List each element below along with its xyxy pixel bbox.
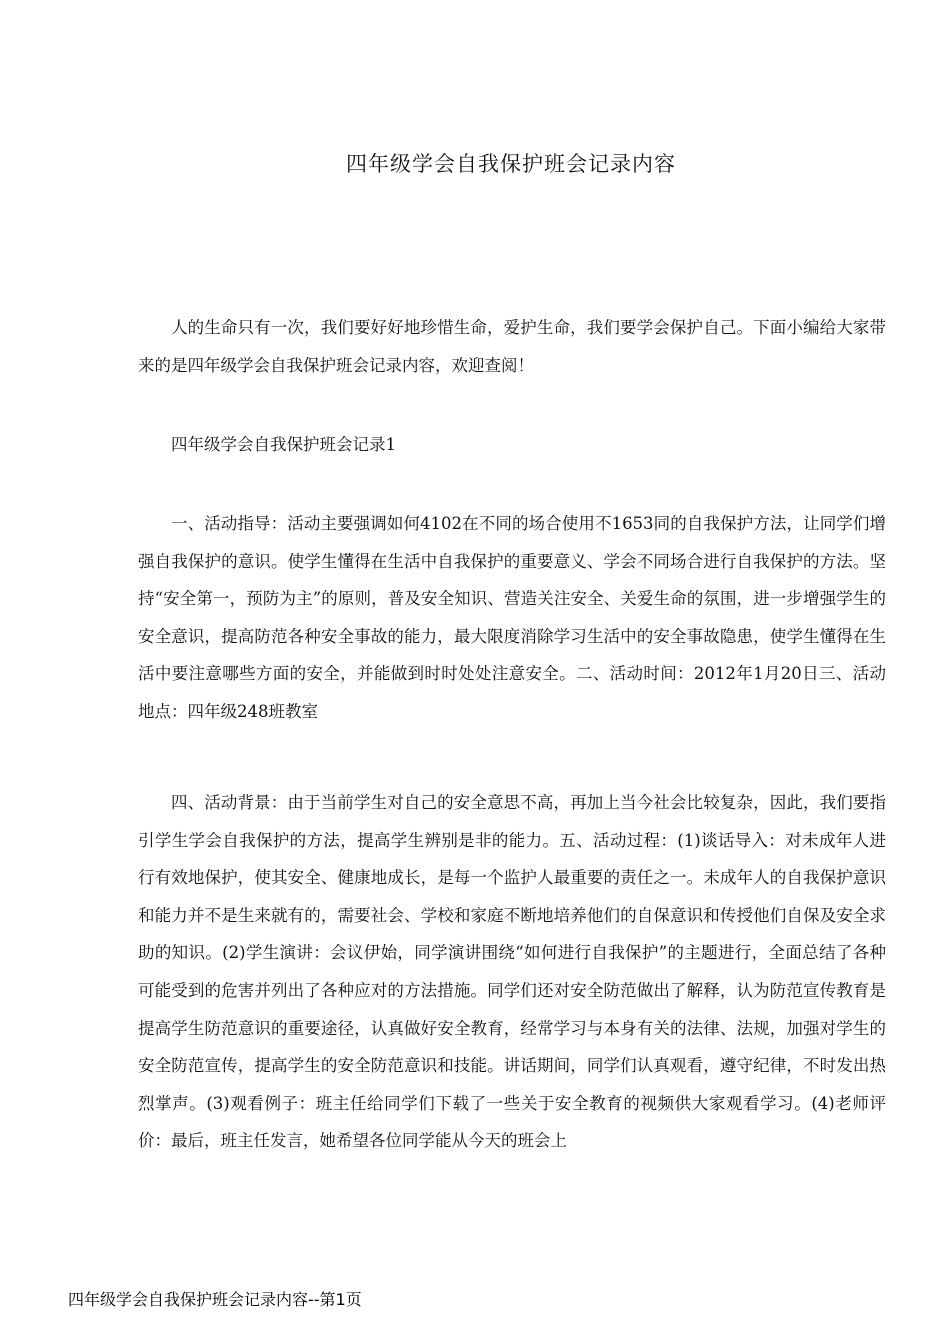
activity-paragraph-2: 四、活动背景：由于当前学生对自己的安全意思不高，再加上当今社会比较复杂，因此，我们要指引学生学会自我保护的方法，提高学生辨别是非的能力。五、活动过程：(1)谈话导入：对未成年人进行有效地保护，使其安全、健康地成长，是每一个监护人最重要的责任之一。未成年人的自我保护意识和能力并不是生来就有的，需要社会、学校和家庭不断地培养他们的自保意识和传授他们自保及安全求助的知识。(2)学生演讲：会议伊始，同学演讲围绕“如何进行自我保护”的主题进行，全面总结了各种可能受到的危害并列出了各种应对的方法措施。同学们还对安全防范做出了解释，认为防范宣传教育是提高学生防范意识的重要途径，认真做好安全教育，经常学习与本身有关的法律、法规，加强对学生的安全防范宣传，提高学生的安全防范意识和技能。讲话期间，同学们认真观看，遵守纪律，不时发出热烈掌声。(3)观看例子：班主任给同学们下载了一些关于安全教育的视频供大家观看学习。(4)老师评价：最后，班主任发言，她希望各位同学能从今天的班会上: [138, 793, 886, 1151]
intro-paragraph: 人的生命只有一次，我们要好好地珍惜生命，爱护生命，我们要学会保护自己。下面小编给大家带来的是四年级学会自我保护班会记录内容，欢迎查阅！: [138, 318, 886, 375]
document-title: 四年级学会自我保护班会记录内容: [346, 152, 676, 176]
section-heading: 四年级学会自我保护班会记录1: [171, 435, 396, 454]
page-footer: 四年级学会自我保护班会记录内容--第1页: [68, 1290, 362, 1309]
activity-paragraph-1: 一、活动指导：活动主要强调如何4102在不同的场合使用不1653同的自我保护方法，让同学们增强自我保护的意识。使学生懂得在生活中自我保护的重要意义、学会不同场合进行自我保护的方法。坚持“安全第一，预防为主”的原则，普及安全知识、营造关注安全、关爱生命的氛围，进一步增强学生的安全意识，提高防范各种安全事故的能力，最大限度消除学习生活中的安全事故隐患，使学生懂得在生活中要注意哪些方面的安全，并能做到时时处处注意安全。二、活动时间：2012年1月20日三、活动地点：四年级248班教室: [138, 514, 886, 721]
